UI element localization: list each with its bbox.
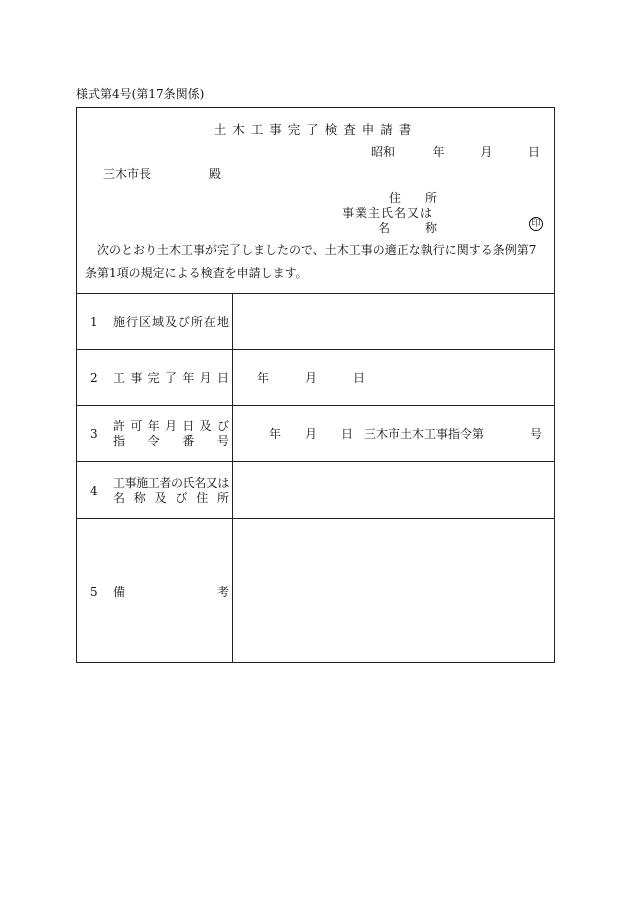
contractor-name-address-field[interactable] [233,462,555,518]
applicant-address-label-2: 所 [425,191,438,205]
row-3-label: 許 可 年 月 日 及 び 指 令 番 号 [113,419,229,448]
applicant-title-label-2: 称 [425,221,438,235]
form-number-label: 様式第4号(第17条関係) [76,87,205,101]
date-day: 日 [527,145,540,159]
addressee-suffix: 殿 [209,167,222,181]
form-title: 土木工事完了検査申請書 [213,122,418,137]
remarks-field[interactable] [233,519,555,663]
date-month: 月 [480,145,493,159]
permit-day-unit: 日 [341,427,354,441]
row-1-label: 施 行 区 域 及 び 所 在 地 [113,315,229,329]
permit-month-unit: 月 [305,427,318,441]
seal-mark: 印 [529,217,543,231]
application-statement: 次のとおり土木工事が完了しましたので、土木工事の適正な執行に関する条例第7条第1項の規定による検査を申請します。 [85,243,537,280]
date-era: 昭和 [370,145,395,159]
row-2-label: 工 事 完 了 年 月 日 [113,371,229,385]
permit-year-unit: 年 [269,427,282,441]
completion-month-unit: 月 [305,371,318,385]
row-3-number: 3 [90,427,98,441]
divider [77,405,554,406]
row-4-number: 4 [90,484,98,498]
divider [77,349,554,350]
completion-year-unit: 年 [257,371,270,385]
construction-location-field[interactable] [233,294,555,349]
applicant-address-label-1: 住 [389,191,402,205]
applicant-title-label-1: 名 [378,221,391,235]
row-5-label: 備 考 [113,585,229,599]
directive-number-suffix: 号 [530,427,543,441]
application-date [371,146,540,158]
row-4-label: 工事施工者の氏名又は 名 称 及 び 住 所 [113,476,230,505]
row-1-number: 1 [90,315,98,329]
completion-day-unit: 日 [353,371,366,385]
application-form [76,107,555,663]
row-5-number: 5 [90,585,98,599]
row-2-number: 2 [90,371,98,385]
date-year: 年 [432,145,445,159]
applicant-name-label: 事業主氏名又は [342,206,434,220]
addressee-name: 三木市長 [103,167,152,181]
directive-number-label: 三木市土木工事指令第 [364,427,485,441]
